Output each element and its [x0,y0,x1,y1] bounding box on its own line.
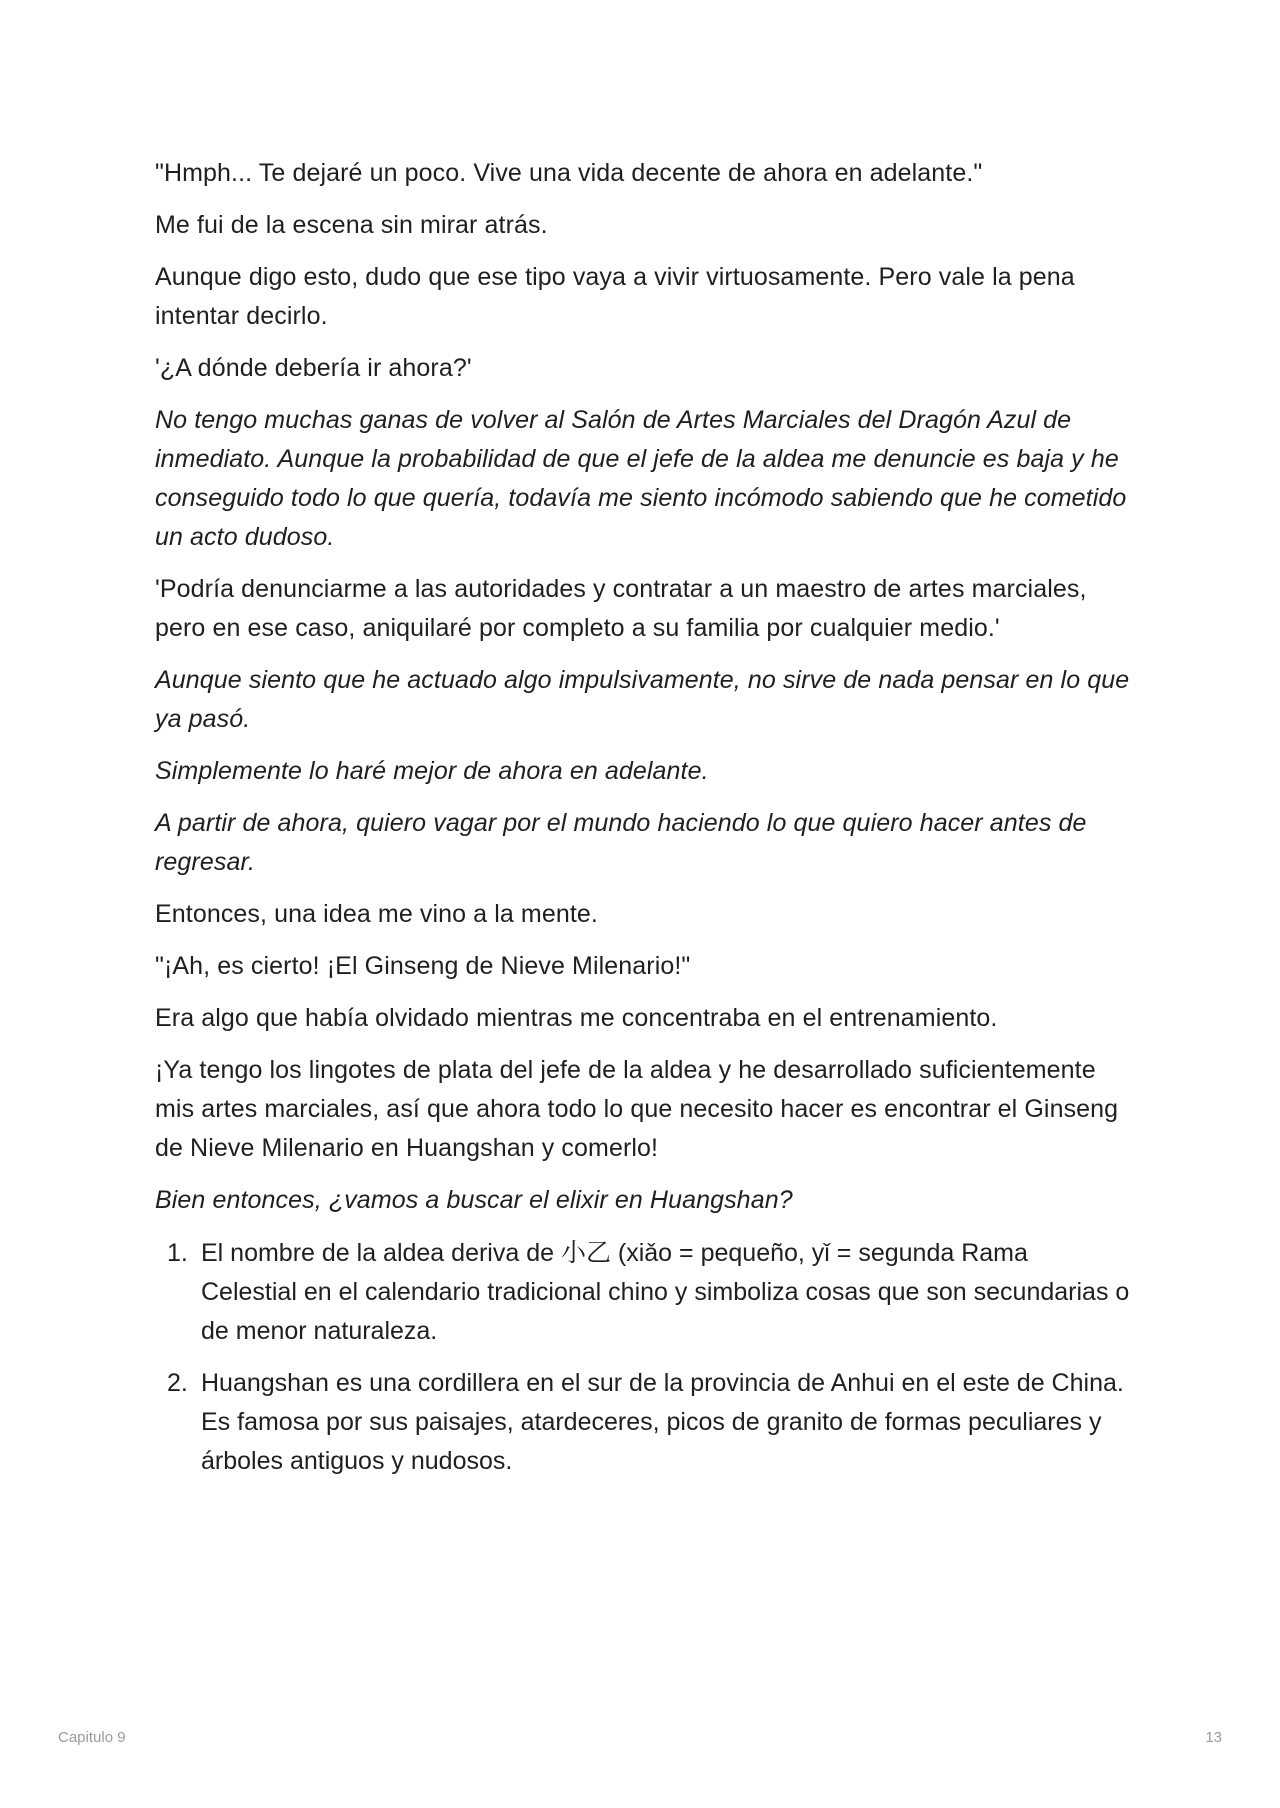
footnotes-list [155,1234,1130,1481]
footnote-text: El nombre de la aldea deriva de 小乙 (xiǎo = pequeño, yǐ = segunda Rama Celestial en el calendario tradicional chino y simboliza cosas que son secundarias o de menor naturaleza. [201,1239,1130,1345]
paragraph: "Hmph... Te dejaré un poco. Vive una vida decente de ahora en adelante." [155,159,983,187]
paragraph-italic: Bien entonces, ¿vamos a buscar el elixir en Huangshan? [155,1186,793,1214]
paragraph: Aunque digo esto, dudo que ese tipo vaya a vivir virtuosamente. Pero vale la pena intentar decirlo. [155,263,1075,330]
footnote-number: 1. [167,1239,188,1267]
footer-chapter: Capitulo 9 [58,1729,126,1746]
paragraph: Me fui de la escena sin mirar atrás. [155,211,548,239]
paragraph: ¡Ya tengo los lingotes de plata del jefe de la aldea y he desarrollado suficientemente mis artes marciales, así que ahora todo lo que necesito hacer es encontrar el Ginseng de Nieve Milenario en Huangshan y comerlo! [155,1056,1119,1162]
paragraph: Era algo que había olvidado mientras me concentraba en el entrenamiento. [155,1004,998,1032]
paragraph: Entonces, una idea me vino a la mente. [155,900,598,928]
paragraph-italic: No tengo muchas ganas de volver al Salón de Artes Marciales del Dragón Azul de inmediato. Aunque la probabilidad de que el jefe de la aldea me denuncie es baja y he conseguido todo lo que quería, todavía me siento incómodo sabiendo que he cometido un acto dudoso. [155,406,1127,551]
paragraph: '¿A dónde debería ir ahora?' [155,354,472,382]
paragraph-italic: A partir de ahora, quiero vagar por el mundo haciendo lo que quiero hacer antes de regresar. [155,809,1087,876]
paragraph-italic: Simplemente lo haré mejor de ahora en adelante. [155,757,709,785]
footnote-item [155,1364,1130,1481]
paragraph-italic: Aunque siento que he actuado algo impulsivamente, no sirve de nada pensar en lo que ya pasó. [155,666,1130,733]
footnote-text: Huangshan es una cordillera en el sur de la provincia de Anhui en el este de China. Es famosa por sus paisajes, atardeceres, picos de granito de formas peculiares y árboles antiguos y nudosos. [201,1369,1124,1475]
footnote-number: 2. [167,1369,188,1397]
paragraph: "¡Ah, es cierto! ¡El Ginseng de Nieve Milenario!" [155,952,691,980]
page-content [155,154,1130,1494]
footer-page-number: 13 [1205,1729,1222,1746]
paragraph: 'Podría denunciarme a las autoridades y contratar a un maestro de artes marciales, pero en ese caso, aniquilaré por completo a su familia por cualquier medio.' [155,575,1087,642]
footnote-item [155,1234,1130,1351]
